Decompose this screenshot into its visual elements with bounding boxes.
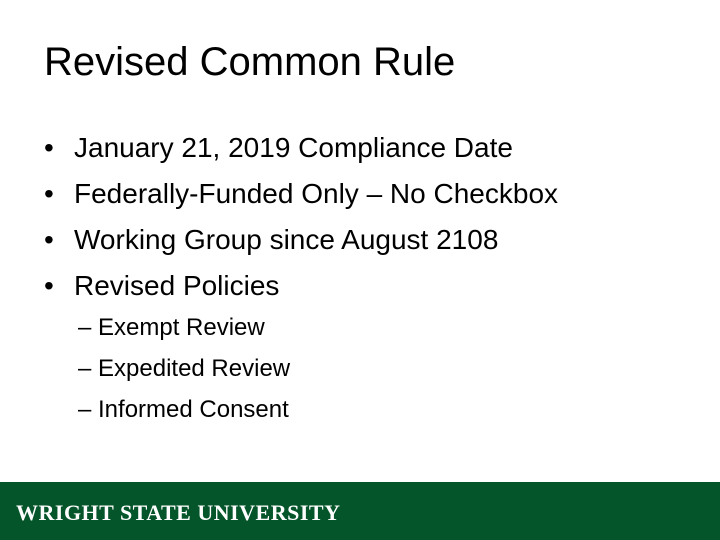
slide-title: Revised Common Rule [44,40,456,84]
bullet-text: Revised Policies [74,270,280,301]
bullet-marker: • [44,178,54,209]
bullet-marker: • [44,270,54,301]
bullet-text: Working Group since August 2108 [74,224,499,255]
bullet-item [44,226,498,254]
bullet-item [44,272,279,300]
bullet-marker: • [44,132,54,163]
sub-bullet-item: – Informed Consent [78,396,289,423]
bullet-marker: • [44,224,54,255]
university-logo-text: WRIGHT STATE UNIVERSITY [16,500,341,525]
bullet-text: January 21, 2019 Compliance Date [74,132,513,163]
bullet-text: Federally-Funded Only – No Checkbox [74,178,559,209]
sub-bullet-item: – Expedited Review [78,355,291,382]
bullet-item [44,134,513,162]
bullet-item [44,180,558,208]
sub-bullet-item: – Exempt Review [78,314,265,341]
footer-bar [0,482,720,540]
